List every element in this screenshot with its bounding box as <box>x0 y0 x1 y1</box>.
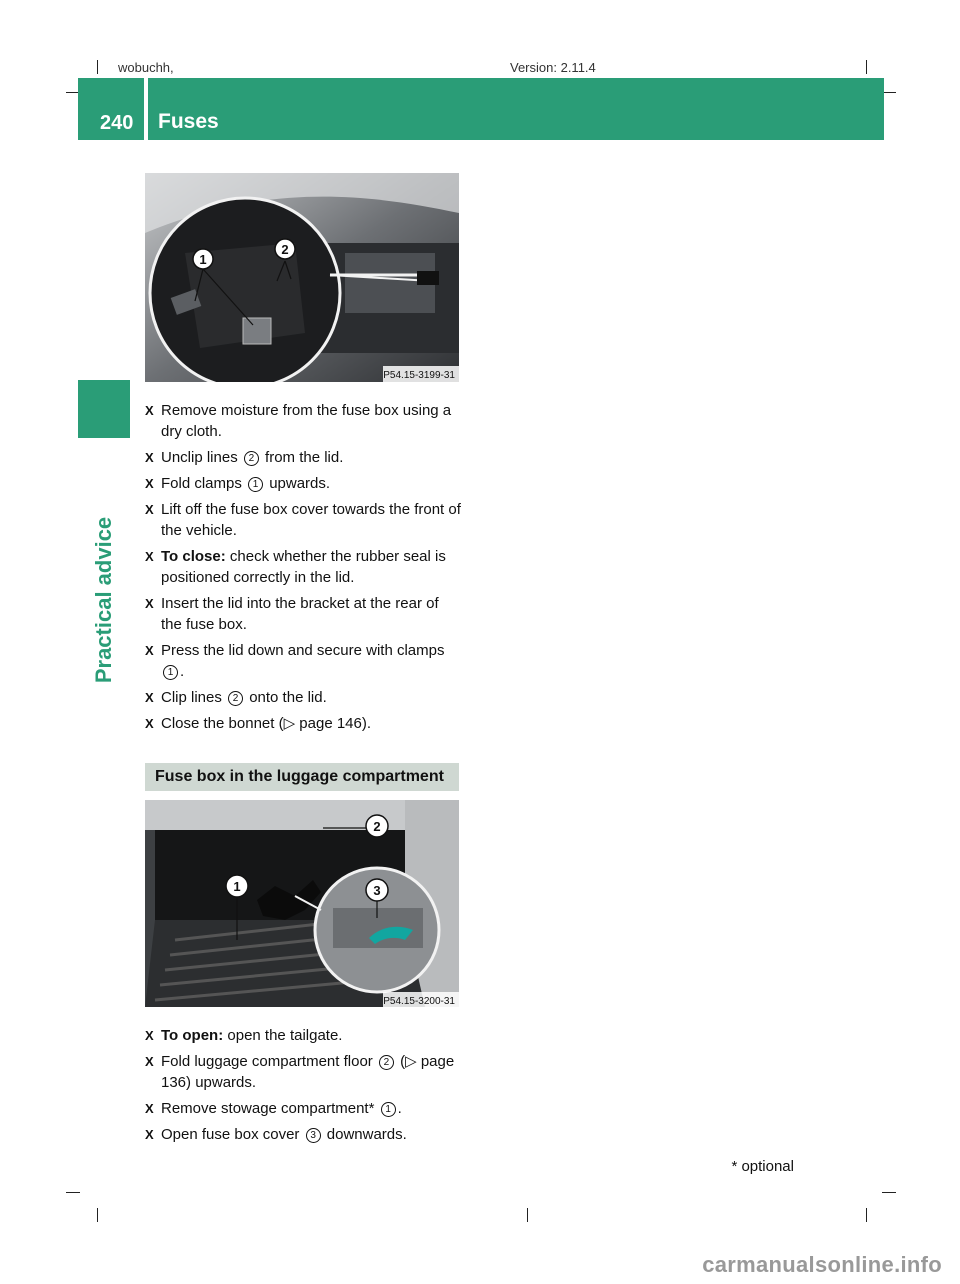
chapter-tab <box>78 380 130 438</box>
step-text: Remove stowage compartment* <box>161 1100 379 1117</box>
step-text: check whether the rubber seal is positioned correctly in the lid. <box>161 548 446 586</box>
step-text: from the lid. <box>260 449 344 466</box>
crop-mark <box>66 1192 80 1193</box>
callout-2: 2 <box>373 819 381 834</box>
footnote: * optional <box>731 1158 794 1175</box>
step-marker-icon: X <box>145 1028 154 1043</box>
page-reference-icon: ▷ <box>283 715 296 732</box>
print-info-left: wobuchh, <box>118 60 174 75</box>
step-marker-icon: X <box>145 1101 154 1116</box>
step-text: Insert the lid into the bracket at the rear of the fuse box. <box>161 595 439 633</box>
instruction-step <box>145 1051 463 1093</box>
step-text: . <box>397 1100 402 1117</box>
section-heading: Fuse box in the luggage compartment <box>155 768 444 785</box>
page-reference-icon: ▷ <box>405 1053 417 1070</box>
crop-mark <box>866 1208 867 1222</box>
section-heading-bar <box>145 763 459 791</box>
step-marker-icon: X <box>145 716 154 731</box>
page-header <box>78 78 884 140</box>
step-marker-icon: X <box>145 1054 154 1069</box>
step-marker-icon: X <box>145 596 154 611</box>
step-marker-icon: X <box>145 476 154 491</box>
step-marker-icon: X <box>145 643 154 658</box>
callout-reference: 2 <box>379 1055 394 1070</box>
callout-1: 1 <box>199 252 207 267</box>
crop-mark <box>882 92 896 93</box>
step-text: upwards. <box>265 475 331 492</box>
step-text: page 136) upwards. <box>161 1053 455 1091</box>
instruction-step <box>145 1098 463 1119</box>
crop-mark <box>527 1208 528 1222</box>
engine-fuse-box-illustration <box>145 173 459 382</box>
step-text: Press the lid down and secure with clamps <box>161 642 445 659</box>
instruction-step <box>145 713 463 734</box>
callout-reference: 1 <box>381 1102 396 1117</box>
step-marker-icon: X <box>145 549 154 564</box>
page-number: 240 <box>100 112 134 134</box>
step-text: Fold luggage compartment floor <box>161 1053 377 1070</box>
step-text: ( <box>395 1053 406 1070</box>
step-marker-icon: X <box>145 690 154 705</box>
instruction-step <box>145 593 463 635</box>
step-text: onto the lid. <box>245 689 327 706</box>
step-text: Remove moisture from the fuse box using a dry cloth. <box>161 402 452 440</box>
page-title: Fuses <box>158 110 219 133</box>
step-text: downwards. <box>322 1126 407 1143</box>
callout-2: 2 <box>281 242 289 257</box>
engine-fuse-box-photo <box>145 173 459 382</box>
step-lead: To close: <box>161 548 226 565</box>
step-marker-icon: X <box>145 502 154 517</box>
step-text: Clip lines <box>161 689 227 706</box>
step-text: Fold clamps <box>161 475 247 492</box>
callout-reference: 2 <box>244 451 259 466</box>
crop-mark <box>97 1208 98 1222</box>
step-text: Unclip lines <box>161 449 242 466</box>
instruction-step <box>145 473 463 494</box>
instruction-step <box>145 499 463 541</box>
callout-reference: 2 <box>228 691 243 706</box>
step-text: Lift off the fuse box cover towards the front of the vehicle. <box>161 501 461 539</box>
instruction-step <box>145 447 463 468</box>
instruction-step <box>145 1124 463 1145</box>
instruction-step <box>145 546 463 588</box>
callout-reference: 1 <box>163 665 178 680</box>
instruction-step <box>145 400 463 442</box>
instruction-step <box>145 640 463 682</box>
step-marker-icon: X <box>145 403 154 418</box>
step-text: . <box>180 663 185 680</box>
crop-mark <box>882 1192 896 1193</box>
step-marker-icon: X <box>145 1127 154 1142</box>
luggage-fuse-box-photo <box>145 800 459 1007</box>
step-text: Open fuse box cover <box>161 1126 304 1143</box>
print-info-right: Version: 2.11.4 <box>510 60 596 75</box>
watermark: carmanualsonline.info <box>702 1252 942 1277</box>
instruction-step <box>145 687 463 708</box>
crop-mark <box>866 60 867 74</box>
callout-1: 1 <box>233 879 241 894</box>
step-lead: To open: <box>161 1027 224 1044</box>
luggage-fuse-box-illustration <box>145 800 459 1007</box>
step-text: page 146). <box>295 715 372 732</box>
crop-mark <box>97 60 98 74</box>
instruction-list-luggage <box>145 1025 463 1150</box>
figure-code: P54.15-3200-31 <box>383 996 455 1007</box>
instruction-step <box>145 1025 463 1046</box>
step-text: Close the bonnet ( <box>161 715 284 732</box>
step-marker-icon: X <box>145 450 154 465</box>
callout-reference: 1 <box>248 477 263 492</box>
instruction-list-engine <box>145 400 463 739</box>
callout-reference: 3 <box>306 1128 321 1143</box>
header-divider <box>144 78 148 140</box>
callout-3: 3 <box>373 883 381 898</box>
figure-code: P54.15-3199-31 <box>383 370 455 381</box>
chapter-label: Practical advice <box>91 516 116 684</box>
step-text: open the tailgate. <box>223 1027 343 1044</box>
